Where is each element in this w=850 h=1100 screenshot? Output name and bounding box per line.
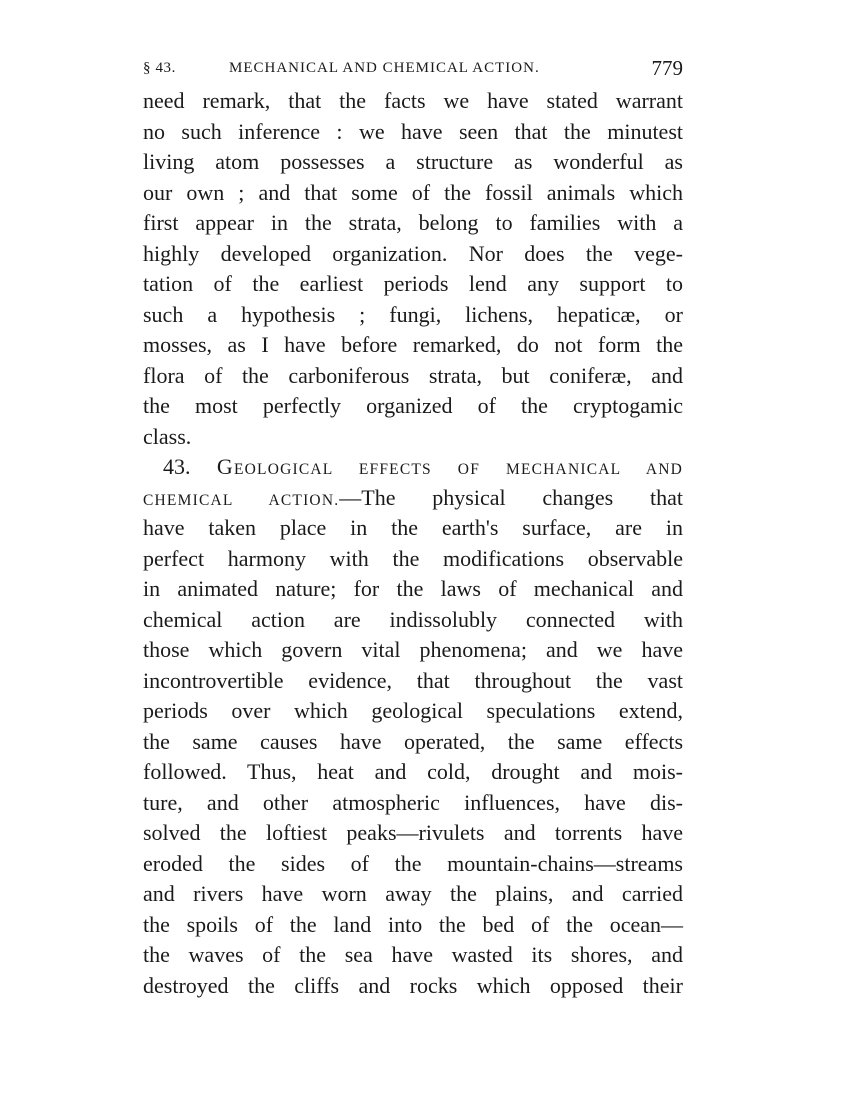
text-run: —The physical changes that (339, 484, 683, 510)
text-line: incontrovertible evidence, that throughout the vast (143, 667, 683, 693)
text-line: periods over which geological speculations extend, (143, 698, 683, 723)
text-line: in animated nature; for the laws of mechanical and (143, 576, 683, 601)
text-line: tation of the earliest periods lend any support to (143, 271, 683, 296)
text-line: class. (143, 423, 192, 449)
section-heading-line (143, 483, 683, 514)
text-line: and rivers have worn away the plains, and carried (143, 881, 683, 906)
paragraph-continued (143, 86, 683, 452)
text-line: those which govern vital phenomena; and we have (143, 637, 683, 662)
text-line: destroyed the cliffs and rocks which opposed their (143, 972, 683, 998)
text-line: the most perfectly organized of the cryptogamic (143, 393, 683, 418)
text-line: followed. Thus, heat and cold, drought and mois- (143, 759, 683, 784)
page-number: 779 (651, 56, 683, 80)
section-heading-continued: CHEMICAL ACTION. (143, 491, 340, 509)
text-line: need remark, that the facts we have stated warrant (143, 88, 683, 113)
text-line: eroded the sides of the mountain-chains—streams (143, 850, 683, 876)
text-line: first appear in the strata, belong to families with a (143, 210, 683, 235)
text-line: have taken place in the earth's surface, are in (143, 515, 683, 540)
header-section-number: § 43. (143, 60, 176, 76)
text-line: highly developed organization. Nor does the vege- (143, 240, 683, 266)
section-heading-line (143, 452, 683, 483)
header-title: MECHANICAL AND CHEMICAL ACTION. (229, 60, 540, 76)
text-line: the spoils of the land into the bed of the ocean— (143, 911, 683, 937)
book-page (143, 52, 683, 1001)
text-line: solved the loftiest peaks—rivulets and torrents have (143, 820, 683, 845)
text-line: the same causes have operated, the same effects (143, 728, 683, 754)
section-43-paragraph (143, 452, 683, 1001)
text-line: mosses, as I have before remarked, do not form the (143, 332, 683, 357)
section-number: 43. (163, 454, 191, 479)
text-line: our own ; and that some of the fossil animals which (143, 179, 683, 205)
text-line: the waves of the sea have wasted its shores, and (143, 942, 683, 967)
text-line: ture, and other atmospheric influences, have dis- (143, 789, 683, 815)
text-line: such a hypothesis ; fungi, lichens, hepaticæ, or (143, 301, 683, 327)
text-line: living atom possesses a structure as wonderful as (143, 149, 683, 174)
section-heading: GEOLOGICAL EFFECTS OF MECHANICAL AND (216, 454, 683, 479)
text-line: no such inference : we have seen that the minutest (143, 118, 683, 144)
running-head (143, 52, 683, 86)
text-line: perfect harmony with the modifications observable (143, 545, 683, 571)
text-line: chemical action are indissolubly connected with (143, 606, 683, 632)
text-line: flora of the carboniferous strata, but coniferæ, and (143, 362, 683, 388)
